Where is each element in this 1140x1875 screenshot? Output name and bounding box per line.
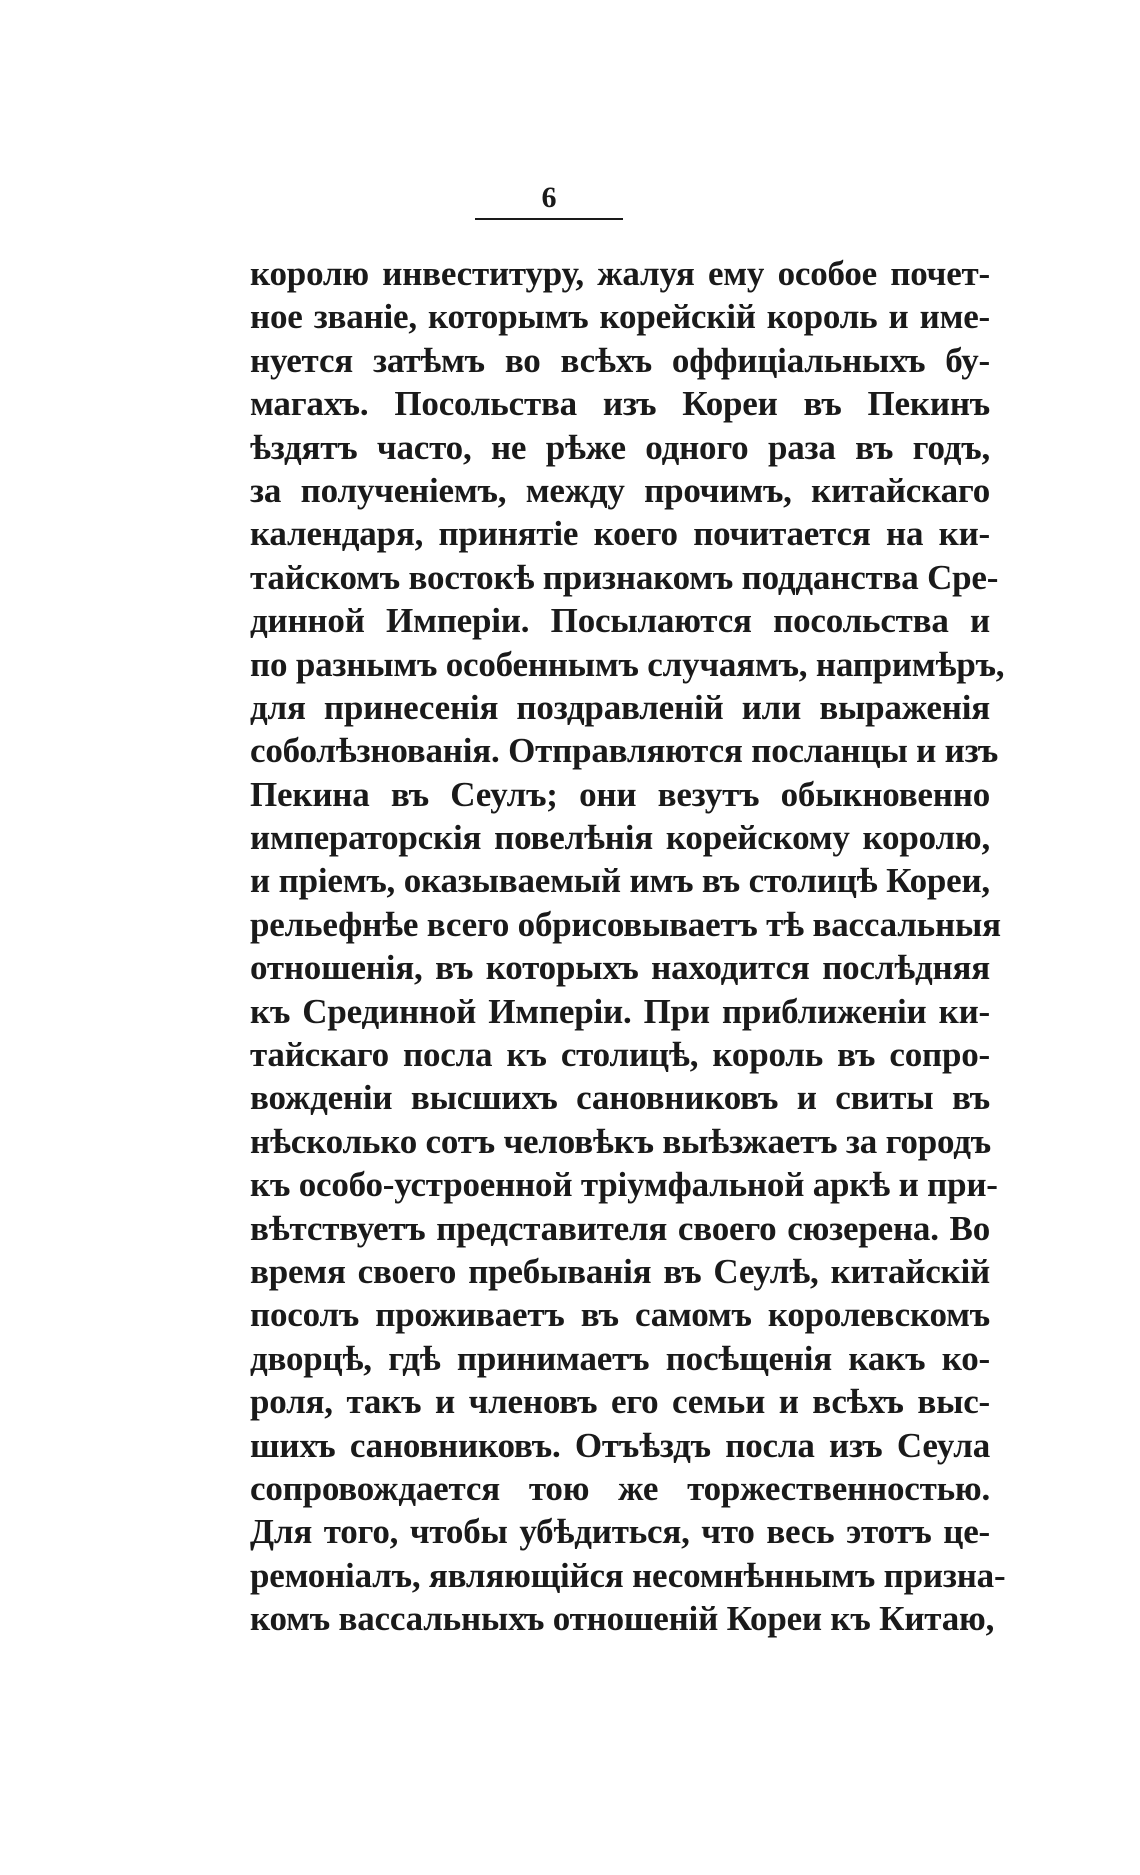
- text-line: къ Срединной Имперіи. При приближеніи ки-: [250, 991, 990, 1031]
- text-line: тайскаго посла къ столицѣ, король въ сопро-: [250, 1035, 990, 1075]
- text-line: вожденіи высшихъ сановниковъ и свиты въ: [250, 1078, 990, 1118]
- page-header: [475, 183, 623, 223]
- text-line: за полученіемъ, между прочимъ, китайскаго: [250, 470, 990, 510]
- header-rule: [475, 218, 623, 220]
- text-line: шихъ сановниковъ. Отъѣздъ посла изъ Сеула: [250, 1425, 990, 1465]
- text-line: отношенія, въ которыхъ находится послѣдняя: [250, 948, 990, 988]
- text-line: ѣздятъ часто, не рѣже одного раза въ годъ,: [250, 427, 990, 467]
- text-line: соболѣзнованія. Отправляются посланцы и изъ: [250, 731, 999, 771]
- text-line: дворцѣ, гдѣ принимаетъ посѣщенія какъ ко-: [250, 1338, 990, 1378]
- text-line: вѣтствуетъ представителя своего сюзерена. Во: [250, 1208, 990, 1248]
- text-line: нуется затѣмъ во всѣхъ оффиціальныхъ бу-: [250, 340, 990, 380]
- text-line: Пекина въ Сеулъ; они везутъ обыкновенно: [250, 774, 990, 814]
- text-line: императорскія повелѣнія корейскому королю,: [250, 818, 990, 858]
- text-line: время своего пребыванія въ Сеулѣ, китайскій: [250, 1251, 990, 1291]
- text-line: тайскомъ востокѣ признакомъ подданства Сре-: [250, 557, 999, 597]
- body-text: [250, 252, 1006, 1641]
- text-line: сопровождается тою же торжественностью.: [250, 1468, 990, 1508]
- page-number: 6: [541, 181, 557, 214]
- text-line: по разнымъ особеннымъ случаямъ, напримѣръ,: [250, 644, 1005, 684]
- text-line: динной Имперіи. Посылаются посольства и: [250, 601, 990, 641]
- text-line: ное званіе, которымъ корейскій король и име-: [250, 297, 990, 337]
- text-line: комъ вассальныхъ отношеній Кореи къ Китаю,: [250, 1599, 995, 1639]
- text-line: ремоніалъ, являющійся несомнѣннымъ призна-: [250, 1555, 1006, 1595]
- text-line: нѣсколько сотъ человѣкъ выѣзжаетъ за городъ: [250, 1121, 991, 1161]
- text-line: королю инвеституру, жалуя ему особое почет-: [250, 254, 990, 293]
- text-line: и пріемъ, оказываемый имъ въ столицѣ Кореи,: [250, 861, 990, 901]
- text-line: рельефнѣе всего обрисовываетъ тѣ вассальныя: [250, 904, 1001, 944]
- text-line: для принесенія поздравленій или выраженія: [250, 687, 990, 727]
- text-line: роля, такъ и членовъ его семьи и всѣхъ выс-: [250, 1382, 990, 1422]
- text-line: магахъ. Посольства изъ Кореи въ Пекинъ: [250, 384, 990, 424]
- text-line: календаря, принятіе коего почитается на ки-: [250, 514, 990, 554]
- text-line: посолъ проживаетъ въ самомъ королевскомъ: [250, 1295, 990, 1335]
- text-line: Для того, чтобы убѣдиться, что весь этотъ це-: [250, 1512, 990, 1552]
- text-line: къ особо-устроенной тріумфальной аркѣ и при-: [250, 1165, 998, 1205]
